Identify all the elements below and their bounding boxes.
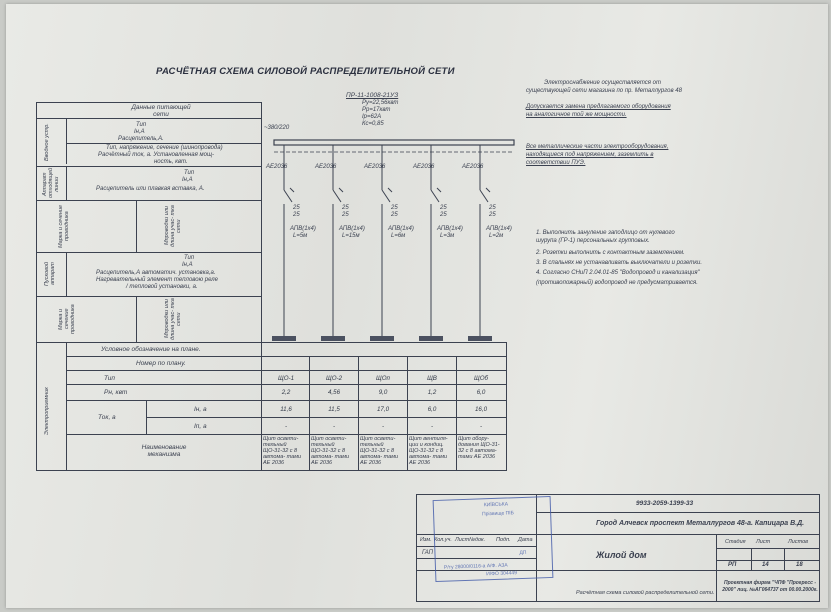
stamp-col: Кол.уч. <box>434 537 452 543</box>
row-label: / тепловой установки, а. <box>126 284 198 290</box>
row-in-label: Iн, а <box>194 406 207 413</box>
breaker-switch <box>333 190 341 202</box>
col3-type: ЩОп <box>376 375 390 382</box>
schematic-diagram <box>256 130 526 350</box>
row-power-label: Рн, квт <box>104 389 128 396</box>
col-divider <box>358 356 359 470</box>
row-current-label: Ток, а <box>98 414 116 421</box>
wire-mark-label: Марка и сечение проводника <box>58 204 70 248</box>
note-line: соответствии ПУЭ. <box>526 160 586 166</box>
numbered-note: 2. Розетки выполнить с контактным заземлением. <box>536 250 685 256</box>
note-line: Все металлические части электрооборудования, <box>526 144 669 150</box>
breaker-rating: 25 <box>342 205 349 211</box>
col2-type: ЩО-2 <box>325 375 343 382</box>
designation-label: Условное обозначение на плане. <box>101 346 201 353</box>
breaker-label: АЕ2036 <box>364 164 386 170</box>
col-divider <box>261 356 262 470</box>
row-label: Нагревательный элемент тепловою реле <box>96 277 218 283</box>
note-line: на аналогичное той же мощности. <box>526 112 627 118</box>
apparatus-label: Аппарат отходящей линии <box>42 167 60 198</box>
breaker-rating: 25 <box>293 212 300 218</box>
row-divider <box>66 434 506 435</box>
breaker-label: АЕ2036 <box>462 164 484 170</box>
row-divider <box>36 118 261 119</box>
wire-length-label: Мпроводки или длина учас- тка сети <box>164 205 182 247</box>
row-label: Тип <box>184 255 195 261</box>
busbar <box>274 140 514 145</box>
row-label: Расцепитель,А. <box>118 136 164 142</box>
gap-label: ГАП <box>422 550 434 556</box>
table-border <box>36 470 507 471</box>
numbered-note: 3. В спальнях не устанавливать выключатели и розетки. <box>536 260 703 266</box>
firm-name: Проектная фирма "ЧПФ "Прогресс - 2000" лиц. №АГ064737 от 00.00.2000г. <box>722 580 818 593</box>
row-divider <box>66 400 506 401</box>
row-divider <box>66 370 506 371</box>
stamp-text: КИЇВСЬКА <box>483 501 509 509</box>
row-ip-label: Iп, а <box>194 423 207 430</box>
tb-divider <box>716 548 820 549</box>
breaker-label: АЕ2036 <box>413 164 435 170</box>
breaker-label: АЕ2036 <box>315 164 337 170</box>
col4-ip: - <box>430 423 434 430</box>
col-divider <box>66 118 67 164</box>
row-divider <box>66 143 261 144</box>
col3-name: Щит освети- тельный ЩО-31-32 с 8 автома- тами АЕ 2036 <box>360 436 399 466</box>
load-terminal <box>419 336 443 341</box>
sheets-value: 18 <box>796 562 803 568</box>
col1-in: 11,6 <box>280 406 292 413</box>
col5-power: 6,0 <box>476 389 486 396</box>
row-divider <box>36 200 261 201</box>
row-divider <box>36 296 261 297</box>
col-divider <box>66 342 67 470</box>
row-label: Тип <box>184 170 195 176</box>
panel-param: Ру=22,56квт <box>362 100 399 106</box>
voltage-label: ~380/220 <box>264 125 290 131</box>
table-border <box>506 342 507 470</box>
tb-divider <box>784 548 785 570</box>
col1-ip: - <box>284 423 288 430</box>
breaker-switch <box>431 190 439 202</box>
col4-name: Щит вентиля- ции и кондиц. ЩО-31-32 с 8 автома- тами АЕ 2036 <box>409 436 448 466</box>
col4-in: 6,0 <box>427 406 437 413</box>
cable-label: АПВ(1х4) <box>388 226 414 232</box>
row-label: Расчётный ток, а. Установленная мощ- <box>98 152 215 158</box>
note-line: Электроснабжение осуществляется от <box>544 80 662 86</box>
table-border <box>36 102 37 470</box>
note-line: Допускается замена предлагаемого оборудования <box>526 104 671 110</box>
panel-param: Кс=0,85 <box>362 121 384 127</box>
col1-power: 2,2 <box>281 389 291 396</box>
col5-in: 16,0 <box>474 406 488 413</box>
address: Город Алчевск проспект Металлургов 48-а. Капицара В.Д. <box>596 520 805 527</box>
numbered-note: (противопожарный) водопровод не предусматривается. <box>536 280 698 286</box>
stamp-col: Изм. <box>420 537 432 543</box>
cable-length: L=3м <box>440 233 455 239</box>
col-divider <box>456 356 457 470</box>
stamp-col: №док. <box>469 537 486 543</box>
cable-length: L=6м <box>391 233 406 239</box>
row-label: ность, квт. <box>154 159 188 165</box>
stage-label: Стадия <box>725 539 746 545</box>
panel-param: Iр=62А <box>362 114 382 120</box>
tb-divider <box>716 560 820 561</box>
cable-length: L=2м <box>489 233 504 239</box>
col2-in: 11,5 <box>328 406 340 413</box>
breaker-mark <box>339 188 343 192</box>
stamp-text: И/ФО 304449 <box>486 570 518 578</box>
breaker-rating: 25 <box>489 205 496 211</box>
sheet-value: 14 <box>762 562 769 568</box>
stamp-text: Р/ту 28000/0116-а А/Ф. АЗА <box>443 562 508 571</box>
row-divider <box>146 417 506 418</box>
col2-ip: - <box>332 423 336 430</box>
tb-divider <box>536 570 820 571</box>
col-divider <box>66 252 67 296</box>
row-label: Iн,А <box>182 177 193 183</box>
breaker-switch <box>480 190 488 202</box>
row-number-label: Номер по плану. <box>136 360 186 367</box>
sheet-label: Лист <box>756 539 771 545</box>
row-label: Тип <box>136 122 147 128</box>
breaker-rating: 25 <box>489 212 496 218</box>
load-terminal <box>321 336 345 341</box>
breaker-switch <box>284 190 292 202</box>
col3-ip: - <box>381 423 385 430</box>
note-line: находящиеся под напряжением, заземлить в <box>526 152 654 158</box>
row-label: Iн,А <box>182 262 193 268</box>
row-divider <box>66 356 506 357</box>
col4-type: ЩВ <box>427 375 437 382</box>
col-divider <box>136 296 137 342</box>
breaker-rating: 25 <box>391 205 398 211</box>
col5-name: Щит обору- дования ЩО-31-32 с 8 автома- тами АЕ 2036 <box>458 436 500 460</box>
breaker-rating: 25 <box>391 212 398 218</box>
row-name-label: Наименование механизма <box>141 444 187 458</box>
col2-power: 4,56 <box>327 389 341 396</box>
drawing-sheet <box>6 4 828 608</box>
col4-power: 1,2 <box>427 389 437 396</box>
cable-label: АПВ(1х4) <box>290 226 316 232</box>
cable-length: L=5м <box>293 233 308 239</box>
col-divider <box>407 356 408 470</box>
breaker-rating: 25 <box>293 205 300 211</box>
header-data-label: Данные питающей сети <box>131 104 191 118</box>
input-device-label: Вводное устр. <box>44 123 50 161</box>
numbered-note: 1. Выполнить зануление заподлицо от нулевого <box>536 230 675 236</box>
start-apparatus-label: Пусковой аппарат <box>44 262 56 287</box>
sheets-label: Листов <box>788 539 809 545</box>
col5-ip: - <box>479 423 483 430</box>
load-terminal <box>468 336 492 341</box>
row-divider <box>36 252 261 253</box>
row-label: Тип, напряжение, сечение (шинопровода) <box>106 145 223 151</box>
object-name: Жилой дом <box>596 550 647 560</box>
col-divider <box>66 166 67 200</box>
tb-divider <box>751 548 752 570</box>
col-divider <box>136 200 137 252</box>
official-stamp <box>433 496 554 582</box>
breaker-mark <box>388 188 392 192</box>
drawing-name: Расчётная схема силовой распределительной сети. <box>576 590 715 596</box>
breaker-rating: 25 <box>342 212 349 218</box>
row-divider <box>66 384 506 385</box>
numbered-note: шурупа (ГР-1) персональных групповых. <box>536 238 650 244</box>
breaker-mark <box>486 188 490 192</box>
breaker-mark <box>290 188 294 192</box>
load-terminal <box>370 336 394 341</box>
stamp-text: Прізвище ПІБ <box>482 510 514 518</box>
row-label: Расцепитель или плавкая вставка, А. <box>96 186 205 192</box>
row-label: Расцепитель,А автоматич. установка,а. <box>96 270 216 276</box>
row-divider <box>36 166 261 167</box>
cable-label: АПВ(1х4) <box>437 226 463 232</box>
breaker-rating: 25 <box>440 205 447 211</box>
wire-length-label: Мпроводки или длина учас- тка сети <box>164 298 182 340</box>
tb-divider <box>536 512 820 513</box>
note-line: существующей сети магазина по пр. Металлургов 48 <box>526 88 682 94</box>
numbered-note: 4. Согласно СНиП 2.04.01-85 "Водопровод и канализация" <box>536 270 700 276</box>
cable-label: АПВ(1х4) <box>339 226 365 232</box>
cable-label: АПВ(1х4) <box>486 226 512 232</box>
page-title: РАСЧЁТНАЯ СХЕМА СИЛОВОЙ РАСПРЕДЕЛИТЕЛЬНОЙ СЕТИ <box>156 66 455 77</box>
col3-in: 17,0 <box>376 406 390 413</box>
col5-type: ЩОб <box>473 375 488 382</box>
col2-name: Щит освети- тельный ЩО-31-32 с 8 автома- тами АЕ 2036 <box>311 436 350 466</box>
consumer-label: Электроприемник <box>44 387 50 435</box>
table-border <box>36 102 261 103</box>
row-type-label: Тип <box>104 375 115 382</box>
stamp-text: ДП <box>519 549 527 557</box>
panel-param: Рр=17квт <box>362 107 391 113</box>
cable-length: L=15м <box>342 233 360 239</box>
col1-type: ЩО-1 <box>277 375 295 382</box>
breaker-switch <box>382 190 390 202</box>
col1-name: Щит освети- тельный ЩО-31-32 с 8 автома- тами АЕ 2036 <box>263 436 302 466</box>
panel-name: ПР-11-1008-21УЗ <box>346 92 399 99</box>
stamp-col: Лист <box>455 537 470 543</box>
breaker-mark <box>437 188 441 192</box>
breaker-label: АЕ2036 <box>266 164 288 170</box>
doc-code: 9933-2059-1399-33 <box>636 500 694 507</box>
row-label: Iн,А <box>134 129 145 135</box>
stamp-col: Подп. <box>496 537 511 543</box>
breaker-rating: 25 <box>440 212 447 218</box>
load-terminal <box>272 336 296 341</box>
wire-mark-label: Марка и сечение проводника <box>58 304 76 334</box>
tb-divider <box>716 534 717 602</box>
stage-value: РП <box>728 562 737 568</box>
col-divider <box>309 356 310 470</box>
col3-power: 9,0 <box>378 389 388 396</box>
stamp-col: Дата <box>518 537 533 543</box>
